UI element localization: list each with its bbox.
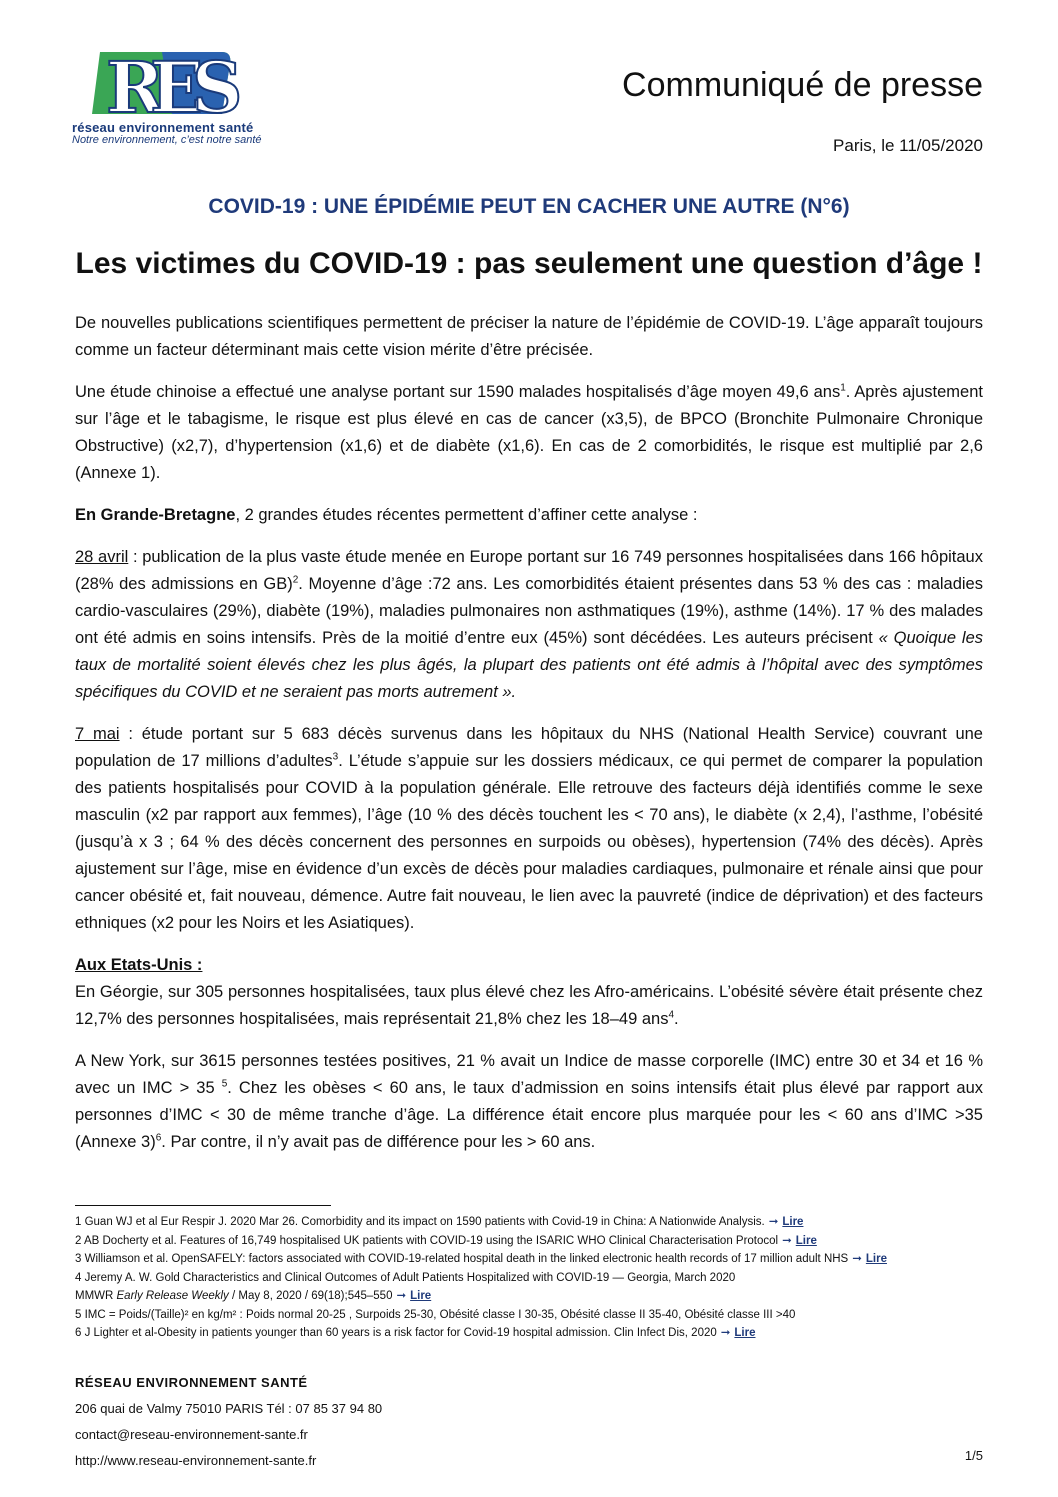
footnote-ref: 2: [292, 574, 299, 586]
document-type: Communiqué de presse: [622, 66, 983, 104]
footnote-text: 3 Williamson et al. OpenSAFELY: factors associated with COVID-19-related hospital death in the linked electronic health records of 17 million adult NHS: [75, 1253, 849, 1265]
res-logo-mark: [72, 44, 242, 124]
svg-text:R: R: [106, 46, 165, 124]
read-link[interactable]: Lire: [865, 1253, 887, 1265]
usa-heading: [75, 952, 983, 979]
text: . Chez les obèses < 60 ans, le taux d’admission en soins intensifs était plus élevé par rapport aux personnes d’IMC < 30 de même tranche d’âge. La différence était encore plus marquée pour les < 60 ans d’IMC >35 (Annexe 3): [75, 1079, 983, 1151]
text: . Moyenne d’âge :72 ans. Les comorbidités étaient présentes dans 53 % des cas : maladies cardio-vasculaires (29%), diabète (19%), maladies pulmonaires non asthmatiques (19%), asthme (14%). 17 % des malades ont été admis en soins intensifs. Près de la moitié d’entre eux (45%) sont décédées. Les auteurs précisent: [75, 575, 983, 647]
footnote-text: 4 Jeremy A. W. Gold Characteristics and Clinical Outcomes of Adult Patients Hospitalized with COVID-19 — Georgia, March 2020: [75, 1271, 736, 1284]
article-body: [75, 310, 983, 1171]
paragraph-intro: De nouvelles publications scientifiques permettent de préciser la nature de l’épidémie de COVID-19. L’âge apparaît toujours comme un facteur déterminant mais cette vision mérite d’être précisée.: [75, 314, 983, 359]
series-kicker: COVID-19 : UNE ÉPIDÉMIE PEUT EN CACHER UNE AUTRE (N°6): [208, 195, 850, 218]
footnote-ref: 3: [332, 751, 339, 763]
region-heading: En Grande-Bretagne: [75, 506, 236, 524]
paragraph-uk-intro: [75, 502, 983, 529]
footnote-text: 2 AB Docherty et al. Features of 16,749 hospitalised UK patients with COVID-19 using the ISARIC WHO Clinical Characterisation Protocol: [75, 1234, 779, 1247]
region-heading: Aux Etats-Unis :: [75, 956, 203, 974]
text: . Après ajustement sur l’âge et le tabagisme, le risque est plus élevé en cas de cancer (x3,5), de BPCO (Bronchite Pulmonaire Chronique Obstructive) (x2,7), d’hypertension (x1,6) et de diabète (x1,6). En cas de 2 comorbidités, le risque est multiplié par 2,6 (Annexe 1).: [75, 383, 983, 482]
read-link[interactable]: Lire: [795, 1234, 817, 1247]
footer-email[interactable]: contact@reseau-environnement-sante.fr: [75, 1427, 308, 1442]
footnote-ref: 6: [155, 1132, 162, 1144]
arrow-right-icon: ➞: [396, 1290, 407, 1302]
paragraph-may-study: [75, 721, 983, 937]
text: : étude portant sur 5 683 décès survenus dans les hôpitaux du NHS (National Health Service) couvrant une population de 17 millions d’adultes: [75, 725, 983, 770]
footnote-text: / May 8, 2020 / 69(18);545–550: [228, 1290, 393, 1302]
footnote-6: [75, 1324, 983, 1343]
footnote-text: 6 J Lighter et al-Obesity in patients younger than 60 years is a risk factor for Covid-19 hospital admission. Clin Infect Dis, 2020: [75, 1327, 717, 1339]
text: . Par contre, il n’y avait pas de différence pour les > 60 ans.: [161, 1133, 596, 1151]
footnote-text: MMWR: [75, 1290, 117, 1302]
page-title: Les victimes du COVID-19 : pas seulement une question d’âge !: [75, 247, 983, 280]
footnote-4-source: [75, 1287, 983, 1306]
page-number: 1/5: [964, 1448, 983, 1463]
text: . L’étude s’appuie sur les dossiers médicaux, ce qui permet de comparer la population des patients hospitalisés pour COVID à la population générale. Elle retrouve des facteurs déjà identifiés comme le sexe masculin (x2 par rapport aux femmes), l’âge (10 % des décès touchent les < 70 ans), le diabète (x 2,4), l’asthme, l’obésité (jusqu’à x 3 ; 64 % des décès concernent des personnes en surpoids ou obèses), hypertension (74% des décès). Après ajustement sur l’âge, mise en évidence d’un excès de décès pour maladies cardiaques, pulmonaire et rénale ainsi que pour cancer obésité et, fait nouveau, démence. Autre fait nouveau, le lien avec la pauvreté (indice de déprivation) et des facteurs ethniques (x2 pour les Noirs et les Asiatiques).: [75, 752, 983, 932]
footnote-5: [75, 1306, 983, 1325]
footer-website[interactable]: http://www.reseau-environnement-sante.fr: [75, 1453, 317, 1468]
footnote-journal: Early Release Weekly: [116, 1290, 229, 1302]
arrow-right-icon: ➞: [720, 1327, 731, 1339]
text: Une étude chinoise a effectué une analyse portant sur 1590 malades hospitalisés d’âge moyen 49,6 ans: [75, 383, 841, 401]
footer-contact: [75, 1370, 382, 1474]
logo-tagline: Notre environnement, c’est notre santé: [72, 134, 262, 146]
svg-text:E: E: [150, 46, 204, 124]
arrow-right-icon: ➞: [782, 1234, 792, 1247]
footnote-text: 5 IMC = Poids/(Taille)² en kg/m² : Poids normal 20-25 , Surpoids 25-30, Obésité classe I 30-35, Obésité classe II 35-40, Obésité classe III >40: [75, 1308, 796, 1321]
logo-org-name: réseau environnement santé: [72, 120, 254, 135]
read-link[interactable]: Lire: [410, 1290, 432, 1302]
paragraph-new-york: [75, 1048, 983, 1156]
footer-address: 206 quai de Valmy 75010 PARIS Tél : 07 85 37 94 80: [75, 1401, 383, 1416]
footnote-ref: 5: [221, 1078, 228, 1090]
footnote-3: [75, 1250, 983, 1269]
read-link[interactable]: Lire: [734, 1327, 756, 1339]
footnote-ref: 1: [840, 382, 846, 394]
footer-org-name: RÉSEAU ENVIRONNEMENT SANTÉ: [75, 1375, 308, 1390]
footnote-4: [75, 1269, 983, 1288]
study-date: 28 avril: [75, 548, 129, 566]
text: .: [674, 1010, 679, 1028]
footnote-2: [75, 1232, 983, 1251]
arrow-right-icon: ➞: [768, 1216, 779, 1228]
footnote-text: 1 Guan WJ et al Eur Respir J. 2020 Mar 26. Comorbidity and its impact on 1590 patients with Covid-19 in China: A Nationwide Analysis.: [75, 1216, 765, 1228]
study-date: 7 mai: [75, 725, 120, 743]
text: A New York, sur 3615 personnes testées positives, 21 % avait un Indice de masse corporelle (IMC) entre 30 et 34 et 16 % avec un IMC > 35: [75, 1052, 983, 1097]
release-date: Paris, le 11/05/2020: [833, 136, 983, 155]
text: En Géorgie, sur 305 personnes hospitalisées, taux plus élevé chez les Afro-américains. L’obésité sévère était présente chez 12,7% des personnes hospitalisées, mais représentait 21,8% chez les 18–49 ans: [75, 983, 983, 1028]
text: : publication de la plus vaste étude menée en Europe portant sur 16 749 personnes hospitalisées dans 166 hôpitaux (28% des admissions en GB): [75, 548, 983, 593]
footnote-ref: 4: [668, 1009, 675, 1021]
svg-text:S: S: [192, 46, 242, 124]
footnote-divider: [75, 1205, 331, 1206]
paragraph-china-study: [75, 379, 983, 487]
text: , 2 grandes études récentes permettent d’affiner cette analyse :: [235, 506, 698, 524]
quote: « Quoique les taux de mortalité soient élevés chez les plus âgés, la plupart des patients ont été admis à l’hôpital avec des symptômes spécifiques du COVID et ne seraient pas morts autrement ».: [75, 629, 983, 701]
paragraph-georgia: [75, 979, 983, 1033]
footnote-1: [75, 1213, 983, 1232]
read-link[interactable]: Lire: [782, 1216, 804, 1228]
paragraph-april-study: [75, 544, 983, 706]
arrow-right-icon: ➞: [852, 1253, 862, 1265]
footnotes: [75, 1213, 983, 1343]
